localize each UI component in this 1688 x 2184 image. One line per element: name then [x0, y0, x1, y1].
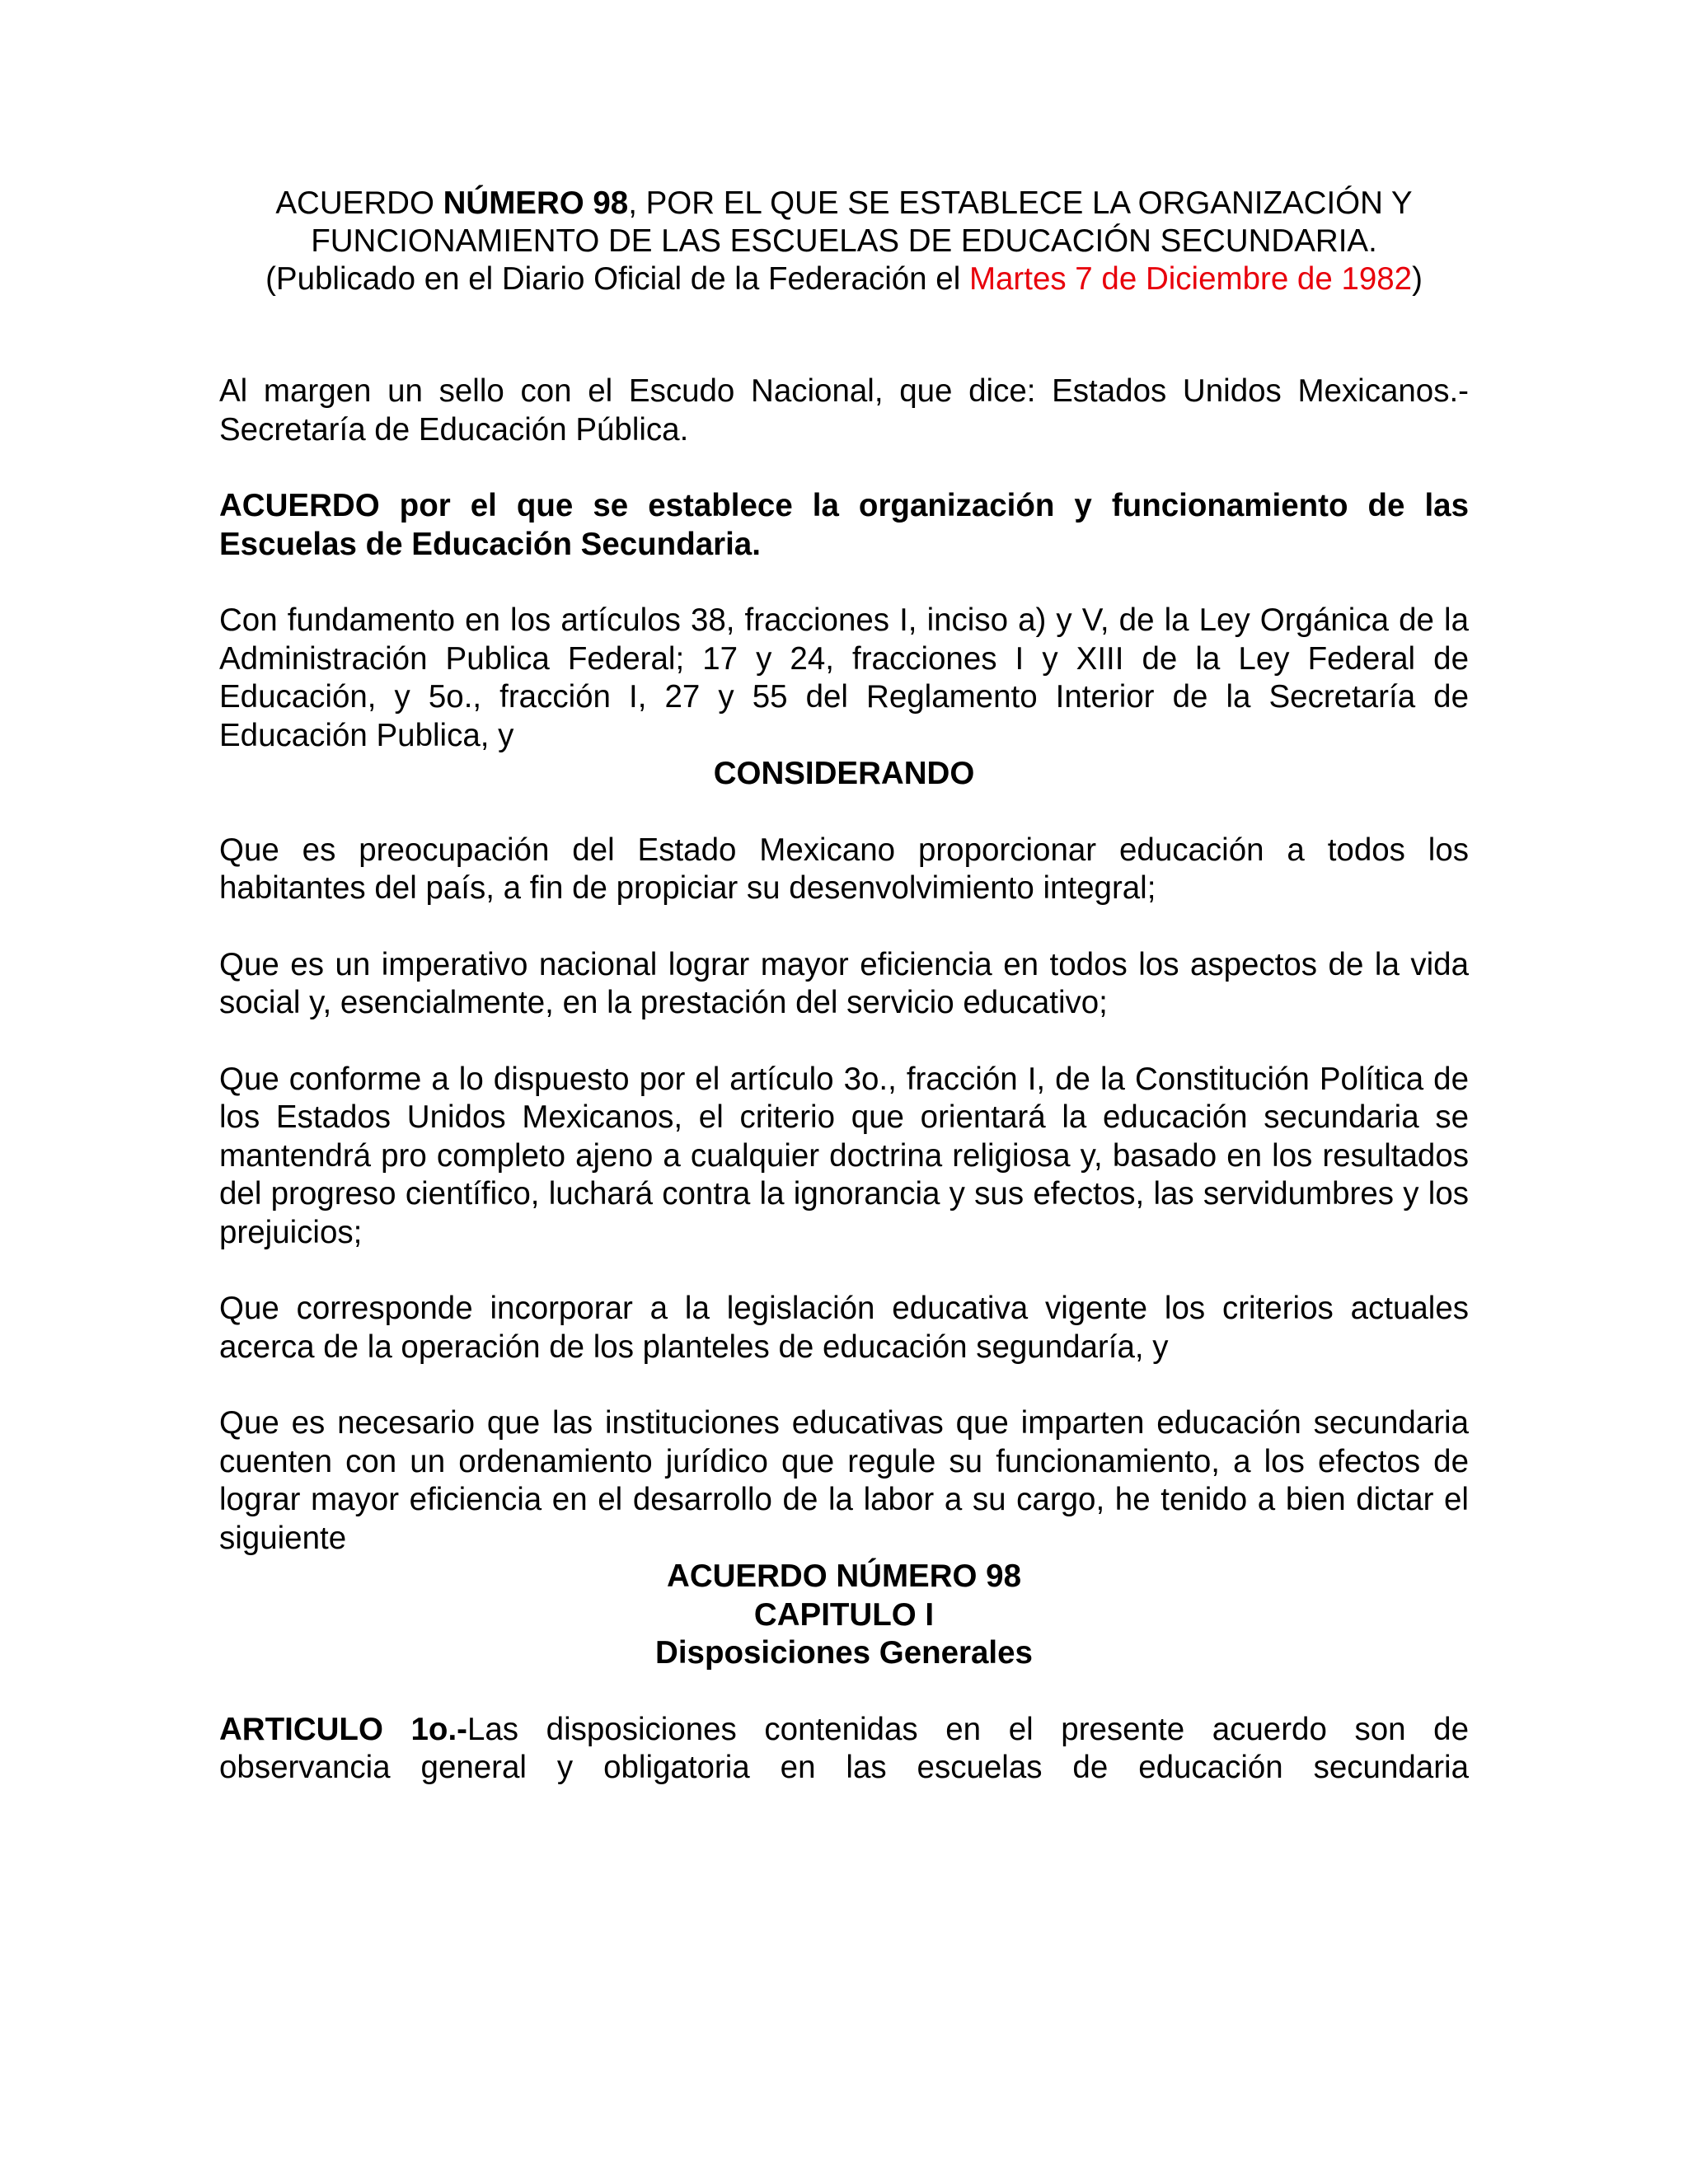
publication-date: Martes 7 de Diciembre de 1982	[968, 261, 1413, 297]
acuerdo-heading: ACUERDO por el que se establece la organización y funcionamiento de las Escuelas de Educación Secundaria.	[219, 488, 1469, 562]
articulo-1-paragraph	[219, 1711, 1469, 1788]
considerando-paragraph-1: Que es preocupación del Estado Mexicano proporcionar educación a todos los habitantes del país, a fin de propiciar su desenvolvimiento integral;	[219, 832, 1469, 906]
document-title	[219, 185, 1469, 298]
publication-note: (Publicado en el Diario Oficial de la Federación el Martes 7 de Diciembre de 1982)	[265, 261, 1423, 297]
considerando-paragraph-3: Que conforme a lo dispuesto por el artículo 3o., fracción I, de la Constitución Política de los Estados Unidos Mexicanos, el criterio que orientará la educación secundaria se mantendrá pro completo ajeno a cualquier doctrina religiosa y, basado en los resultados del progreso científico, luchará contra la ignorancia y sus efectos, las servidumbres y los prejuicios;	[219, 1061, 1469, 1250]
considerando-paragraph-5: Que es necesario que las instituciones educativas que imparten educación secundaria cuenten con un ordenamiento jurídico que regule su funcionamiento, a los efectos de lograr mayor eficiencia en el desarrollo de la labor a su cargo, he tenido a bien dictar el siguiente	[219, 1405, 1469, 1556]
considerando-paragraph-2: Que es un imperativo nacional lograr mayor eficiencia en todos los aspectos de la vida social y, esencialmente, en la prestación del servicio educativo;	[219, 946, 1469, 1020]
document-content	[219, 185, 1469, 1788]
margin-note: Al margen un sello con el Escudo Nacional, que dice: Estados Unidos Mexicanos.- Secretaría de Educación Pública.	[219, 373, 1469, 448]
capitulo-heading: CAPITULO I	[753, 1596, 935, 1633]
title-number: NÚMERO 98	[443, 185, 629, 221]
considerando-heading: CONSIDERANDO	[713, 756, 975, 791]
title-line-1: ACUERDO NÚMERO 98, POR EL QUE SE ESTABLECE LA ORGANIZACIÓN Y	[275, 185, 1413, 221]
disposiciones-heading: Disposiciones Generales	[655, 1635, 1033, 1671]
title-line-2: FUNCIONAMIENTO DE LAS ESCUELAS DE EDUCACIÓN SECUNDARIA.	[311, 223, 1377, 259]
considerando-paragraph-4: Que corresponde incorporar a la legislación educativa vigente los criterios actuales acerca de la operación de los planteles de educación segundaría, y	[219, 1291, 1469, 1365]
articulo-1-text: Las disposiciones contenidas en el presente acuerdo son de observancia general y obligatoria en las escuelas de educación secundaria	[219, 1711, 1469, 1785]
acuerdo-numero-heading: ACUERDO NÚMERO 98	[667, 1558, 1021, 1594]
articulo-1-label: ARTICULO 1o.-	[219, 1711, 467, 1747]
fundamento-paragraph: Con fundamento en los artículos 38, fracciones I, inciso a) y V, de la Ley Orgánica de la Administración Publica Federal; 17 y 24, fracciones I y XIII de la Ley Federal de Educación, y 5o., fracción I, 27 y 55 del Reglamento Interior de la Secretaría de Educación Publica, y	[219, 602, 1469, 753]
